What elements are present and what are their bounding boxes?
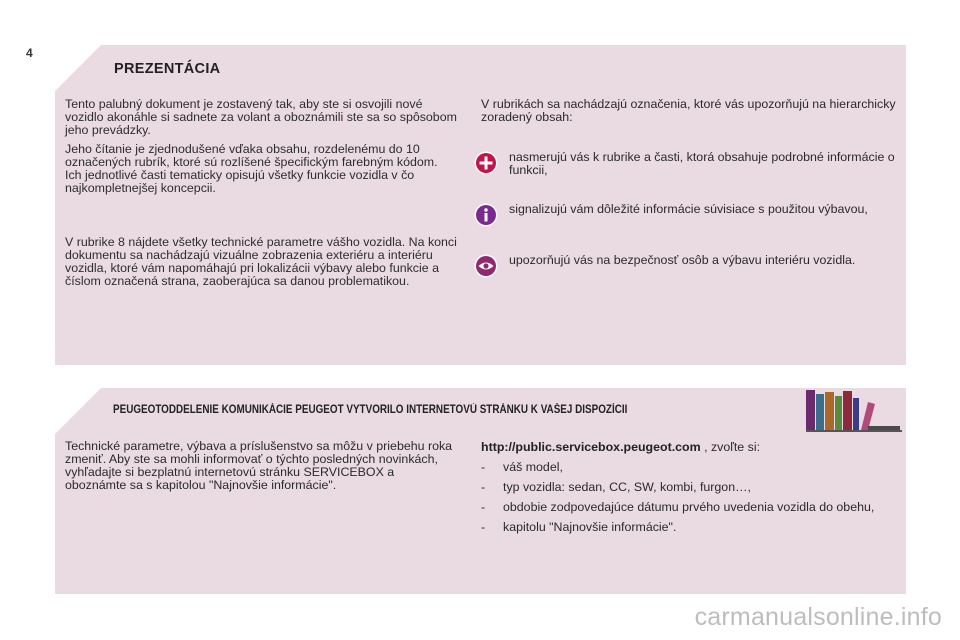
symbols-intro xyxy=(481,98,901,124)
rubric8-text xyxy=(65,236,457,294)
servicebox-link[interactable]: http://public.servicebox.peugeot.com xyxy=(481,440,701,454)
list-item xyxy=(481,521,906,534)
symbol-text-eye: upozorňujú vás na bezpečnosť osôb a výbavu interiéru vozidla. xyxy=(509,253,856,267)
symbol-text-plus: nasmerujú vás k rubrike a časti, ktorá obsahuje podrobné informácie o funkcii, xyxy=(509,150,895,177)
intro-text xyxy=(65,98,457,201)
update-title: PEUGEOTODDELENIE KOMUNIKÁCIE PEUGEOT VYTVORILO INTERNETOVÚ STRÁNKU K VAŠEJ DISPOZÍCII xyxy=(113,404,628,416)
update-info-text: Technické parametre, výbava a príslušenstvo sa môžu v priebehu roka zmeniť. Aby ste sa mohli informovať o týchto posledných novinkách, vyhľadajte si bezplatnú internetovú stránku SERVICEBOX a oboznámte sa s kapitolou "Najnovšie informácie". xyxy=(65,439,453,492)
list-item-text: kapitolu "Najnovšie informácie". xyxy=(503,520,677,534)
bullet-dash: - xyxy=(481,500,486,514)
list-item-text: obdobie zodpovedajúce dátumu prvého uvedenia vozidla do obehu, xyxy=(503,500,875,514)
rubric8-paragraph: V rubrike 8 nájdete všetky technické parametre vášho vozidla. Na konci dokumentu sa nachádzajú vizuálne zobrazenia exteriéru a interiéru vozidla, ktoré vám napomáhajú pri lokalizácii výbavy alebo funkcie a číslom označená strana, zaoberajúca sa danou problematikou. xyxy=(65,235,457,288)
info-icon xyxy=(474,203,498,227)
list-item xyxy=(481,461,906,474)
section-title: PREZENTÁCIA xyxy=(114,61,221,77)
list-item xyxy=(481,481,906,494)
bullet-dash: - xyxy=(481,520,486,534)
url-line xyxy=(481,441,906,454)
list-item-text: typ vozidla: sedan, CC, SW, kombi, furgon…, xyxy=(503,480,751,494)
list-item-text: váš model, xyxy=(503,460,563,474)
page-number: 4 xyxy=(26,46,33,60)
list-item xyxy=(481,501,906,514)
symbols-intro-text: V rubrikách sa nachádzajú označenia, ktoré vás upozorňujú na hierarchicky zoradený obsah: xyxy=(481,97,896,124)
books-icon xyxy=(806,388,906,434)
intro-paragraph-2: Jeho čítanie je zjednodušené vďaka obsahu, rozdelenému do 10 označených rubrík, ktoré sú rozlíšené špecifickým farebným kódom. Ich jednotlivé časti tematicky opisujú všetky funkcie vozidla v čo najkompletnejšej koncepcii. xyxy=(65,142,438,195)
bullet-dash: - xyxy=(481,460,486,474)
watermark: carmanualsonline.info xyxy=(694,603,942,631)
url-suffix: , zvoľte si: xyxy=(700,440,761,454)
plus-icon xyxy=(474,151,498,175)
symbol-text-info: signalizujú vám dôležité informácie súvisiace s použitou výbavou, xyxy=(509,202,868,216)
options-list xyxy=(481,461,906,534)
servicebox-instructions xyxy=(481,441,906,541)
eye-icon xyxy=(474,254,498,278)
bullet-dash: - xyxy=(481,480,486,494)
intro-paragraph-1: Tento palubný dokument je zostavený tak, aby ste si osvojili nové vozidlo akonáhle si sadnete za volant a oboznámili ste sa so spôsobom jeho prevádzky. xyxy=(65,97,457,137)
